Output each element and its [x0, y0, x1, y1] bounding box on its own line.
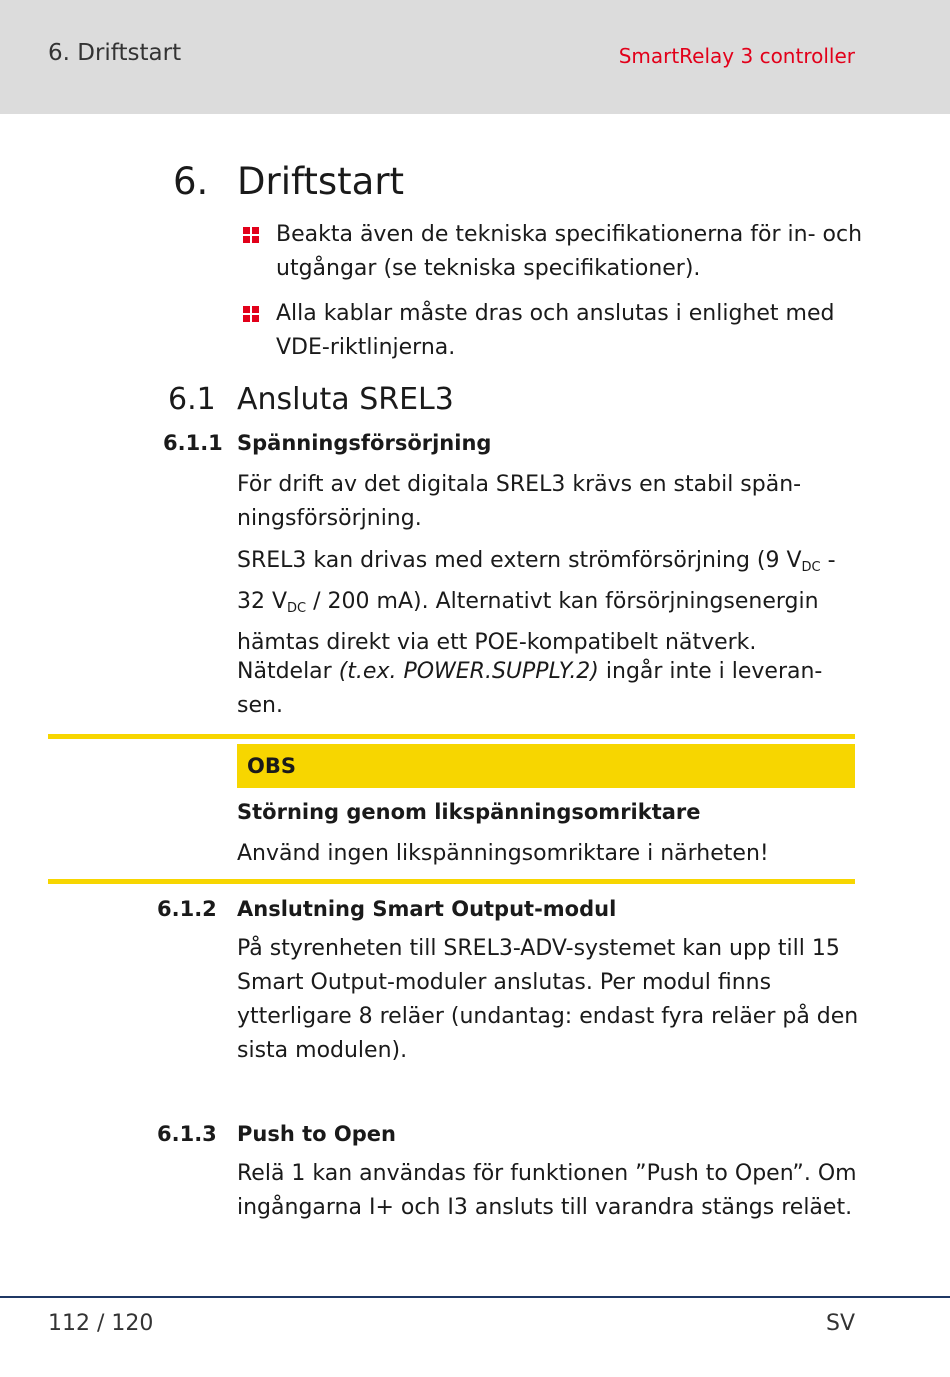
notice-bottom-rule [48, 879, 855, 884]
section-6-1-2-number: 6.1.2 [157, 897, 217, 921]
section-6-1-1-number: 6.1.1 [163, 431, 223, 455]
header-section-title: 6. Driftstart [48, 40, 182, 66]
power-supply-paragraph-2: SREL3 kan drivas med extern strömförsörjning (9 $V_{DC} - 32$ $V_{DC} / 200$ mA). Alternativt kan försörjningsenergin hämtas direkt via ett POE-kompatibelt nätverk. [237, 548, 836, 655]
bullet-item-specifications: Beakta även de tekniska specifikationerna för in- och utgångar (se tekniska specifikationer). [276, 222, 863, 281]
section-6-1-3-title: Push to Open [237, 1122, 396, 1146]
footer-divider [0, 1296, 950, 1298]
section-6-1-3-number: 6.1.3 [157, 1122, 217, 1146]
bullet-square-icon [243, 227, 260, 244]
header-product-name: SmartRelay 3 controller [618, 44, 855, 68]
chapter-number: 6. [173, 160, 209, 203]
notice-title: Störning genom likspänningsomriktare [237, 800, 701, 824]
power-supply-paragraph-3: Nätdelar (t.ex. POWER.SUPPLY.2) ingår inte i leveran-sen. [237, 659, 823, 718]
chapter-title: Driftstart [237, 160, 405, 203]
notice-top-rule [48, 734, 855, 739]
push-to-open-paragraph: Relä 1 kan användas för funktionen ”Push to Open”. Om ingångarna I+ och I3 ansluts till varandra stängs reläet. [237, 1161, 857, 1220]
bullet-square-icon [243, 306, 260, 323]
section-6-1-number: 6.1 [168, 382, 216, 417]
page-number: 112 / 120 [48, 1311, 154, 1336]
notice-header-box [237, 744, 855, 788]
section-6-1-title: Ansluta SREL3 [237, 382, 454, 417]
section-6-1-2-title: Anslutning Smart Output-modul [237, 897, 617, 921]
smart-output-paragraph: På styrenheten till SREL3-ADV-systemet kan upp till 15 Smart Output-moduler anslutas. Per modul finns ytterligare 8 reläer (undantag: endast fyra reläer på den sista modulen). [237, 936, 859, 1063]
section-6-1-1-title: Spänningsförsörjning [237, 431, 492, 455]
bullet-item-cables: Alla kablar måste dras och anslutas i enlighet med VDE-riktlinjerna. [276, 301, 835, 360]
page-header [0, 0, 950, 114]
notice-text: Använd ingen likspänningsomriktare i närheten! [237, 841, 769, 866]
notice-label: OBS [247, 754, 296, 778]
power-supply-paragraph-1: För drift av det digitala SREL3 krävs en stabil spän-ningsförsörjning. [237, 472, 802, 531]
language-code: SV [825, 1311, 855, 1336]
